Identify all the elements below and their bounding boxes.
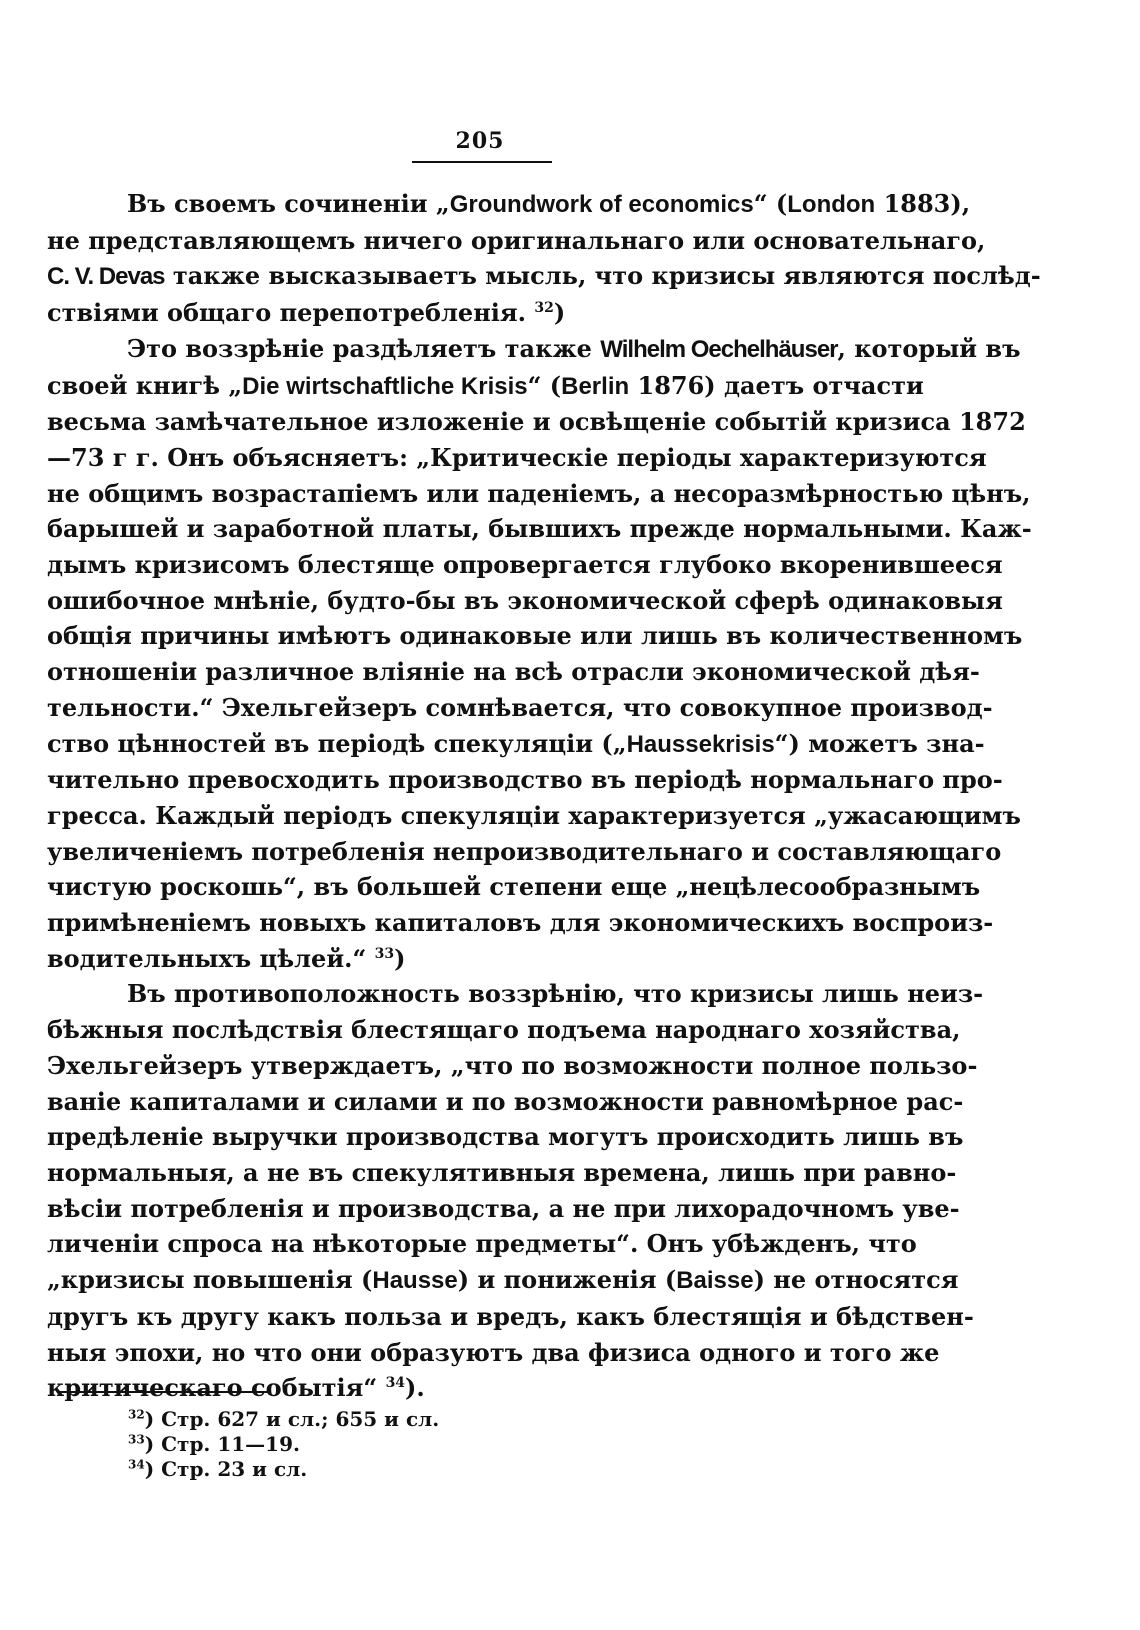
footnote-rule <box>58 1391 268 1393</box>
text-line: общія причины имѣютъ одинаковые или лишь въ количественномъ <box>47 621 1023 651</box>
footnote <box>128 1457 439 1482</box>
place-latin: Berlin <box>561 372 630 400</box>
body-text <box>47 186 1041 1406</box>
text-span: своей книгѣ „ <box>47 370 243 400</box>
text-line: ошибочное мнѣніе, будто-бы въ экономической сферѣ одинаковыя <box>47 585 1003 615</box>
paragraph-1 <box>47 186 1041 331</box>
text-line <box>47 1262 959 1299</box>
term-latin: Haussekrisis <box>626 730 775 758</box>
text-line: весьма замѣчательное изложеніе и освѣщеніе событій кризиса 1872 <box>47 407 1026 437</box>
text-line: дымъ кризисомъ блестяще опровергается глубоко вкоренившееся <box>47 550 1003 580</box>
text-line <box>47 295 913 331</box>
text-span: критическаго событія“ <box>47 1373 386 1403</box>
text-line: вѣсіи потребленія и производства, а не при лихорадочномъ уве- <box>47 1193 960 1223</box>
text-span: , который въ <box>837 333 1021 363</box>
text-line: —73 г г. Онъ объясняетъ: „Критическіе періоды характеризуются <box>47 442 987 472</box>
text-span: Это воззрѣніе раздѣляетъ также <box>127 333 601 363</box>
book-title-latin: Groundwork of economics <box>449 191 754 218</box>
text-span: ) <box>553 298 566 328</box>
text-span: ) и пониженія ( <box>457 1265 677 1295</box>
text-line: ваніе капиталами и силами и по возможности равномѣрное рас- <box>47 1086 964 1116</box>
text-line <box>47 726 985 763</box>
text-line: тельности.“ Эхельгейзеръ сомнѣвается, что совокупное производ- <box>47 692 993 722</box>
text-line: другъ къ другу какъ польза и вредъ, какъ блестящія и бѣдствен- <box>47 1301 974 1331</box>
text-span: ство цѣнностей въ періодѣ спекуляціи („ <box>47 728 627 758</box>
text-line: нормальныя, а не въ спекулятивныя времена, лишь при равно- <box>47 1157 957 1187</box>
footnote-marker: 32 <box>128 1407 145 1422</box>
text-line <box>47 186 971 223</box>
place-latin: London <box>787 191 876 218</box>
text-line: чистую роскошь“, въ большей степени еще „нецѣлесообразнымъ <box>47 872 981 902</box>
footnotes <box>128 1407 439 1482</box>
text-span: “ ( <box>753 189 788 218</box>
text-line <box>47 1370 913 1406</box>
text-span: ) <box>394 943 406 973</box>
footnote-text: ) Стр. 23 и сл. <box>144 1457 308 1481</box>
text-span: Въ своемъ сочиненіи „ <box>127 189 450 218</box>
text-span: также высказываетъ мысль, что кризисы являются послѣд- <box>164 261 1041 291</box>
text-span: водительныхъ цѣлей.“ <box>47 943 375 973</box>
footnote <box>128 1432 439 1457</box>
text-line: гресса. Каждый періодъ спекуляціи характеризуется „ужасающимъ <box>47 800 1021 830</box>
text-line: не общимъ возрастапіемъ или паденіемъ, а несоразмѣрностью цѣнъ, <box>47 478 1031 508</box>
text-line: Эхельгейзеръ утверждаетъ, „что по возможности полное пользо- <box>47 1050 978 1080</box>
term-latin: Baisse <box>676 1267 754 1295</box>
paragraph-2 <box>47 331 1032 977</box>
footnote-ref: 33 <box>374 945 395 962</box>
text-line: личеніи спроса на нѣкоторые предметы“. Онъ убѣжденъ, что <box>47 1229 917 1259</box>
text-line <box>47 941 913 977</box>
text-span: “) можетъ зна- <box>774 728 985 758</box>
page-number: 205 <box>455 128 505 154</box>
text-line: Въ противоположность воззрѣнію, что кризисы лишь неиз- <box>127 979 984 1009</box>
text-line: чительно превосходить производство въ періодѣ нормальнаго про- <box>47 765 1003 795</box>
text-span: 1883), <box>875 189 971 218</box>
text-span: „кризисы повышенія ( <box>47 1265 373 1295</box>
author-name-latin: C. V. Devas <box>47 263 165 291</box>
text-line: отношеніи различное вліяніе на всѣ отрасли экономической дѣя- <box>47 657 980 687</box>
text-span: ). <box>405 1373 425 1403</box>
text-line: примѣненіемъ новыхъ капиталовъ для экономическихъ воспроиз- <box>47 908 994 938</box>
footnote-marker: 33 <box>128 1432 145 1447</box>
footnote-marker: 34 <box>128 1457 145 1472</box>
text-line: ныя эпохи, но что они образуютъ два физиса одного и того же <box>47 1337 940 1367</box>
footnote-ref: 32 <box>534 300 554 317</box>
footnote-text: ) Стр. 627 и сл.; 655 и сл. <box>144 1407 440 1431</box>
text-line <box>47 258 1041 295</box>
text-span: “ ( <box>527 370 562 400</box>
text-span: ) не относятся <box>753 1265 959 1295</box>
footnote-text: ) Стр. 11—19. <box>144 1432 300 1456</box>
text-line: предѣленіе выручки производства могутъ происходить лишь въ <box>47 1122 964 1152</box>
author-name-latin: Wilhelm Oechelhäuser <box>600 335 838 363</box>
text-line: барышей и заработной платы, бывшихъ прежде нормальными. Каж- <box>47 514 1032 544</box>
text-span: ствіями общаго перепотребленія. <box>47 298 535 328</box>
text-line: увеличеніемъ потребленія непроизводительнаго и составляющаго <box>47 836 1002 866</box>
text-line: бѣжныя послѣдствія блестящаго подъема народнаго хозяйства, <box>47 1015 961 1045</box>
paragraph-3 <box>47 976 984 1405</box>
text-line <box>47 331 1021 368</box>
footnote <box>128 1407 439 1432</box>
text-span: 1876) даетъ отчасти <box>629 370 924 400</box>
text-line <box>47 368 924 405</box>
text-line: не представляющемъ ничего оригинальнаго или основательнаго, <box>47 225 986 255</box>
footnote-ref: 34 <box>385 1375 406 1392</box>
term-latin: Hausse <box>372 1267 458 1295</box>
book-title-latin: Die wirtschaftliche Krisis <box>242 372 528 400</box>
header-rule <box>412 161 552 163</box>
